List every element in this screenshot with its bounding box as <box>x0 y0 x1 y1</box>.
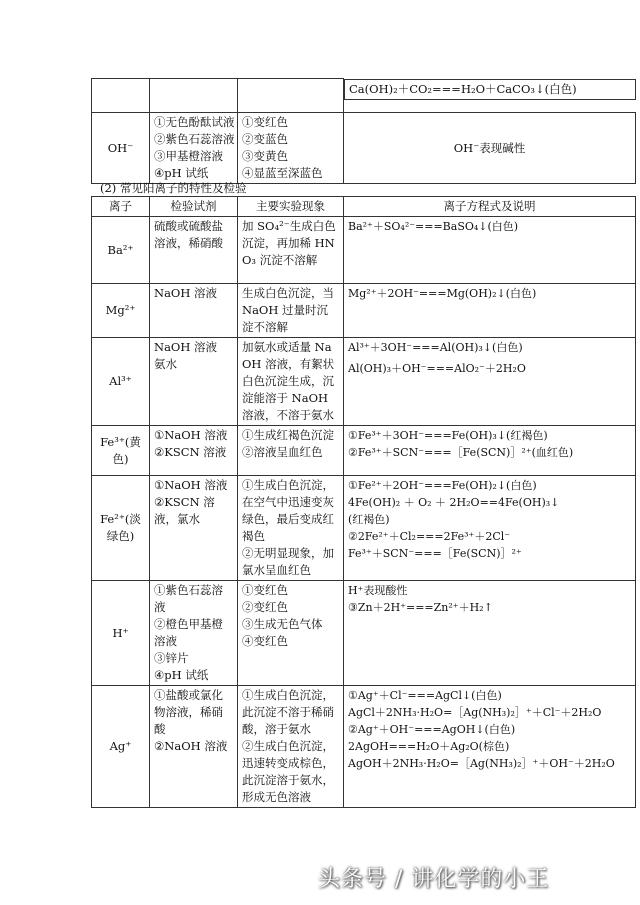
equation-cell: Ba²⁺＋SO₄²⁻===BaSO₄↓(白色) <box>344 217 636 284</box>
equation-cell: ①Fe³⁺＋3OH⁻===Fe(OH)₃↓(红褐色) ②Fe³⁺＋SCN⁻===［Fe(SCN)］²⁺(血红色) <box>344 426 636 476</box>
column-header: 主要实验现象 <box>238 197 344 217</box>
reagent-cell: ①NaOH 溶液 ②KSCN 溶液，氯水 <box>150 476 238 581</box>
table-row <box>92 217 636 284</box>
ion-cell: Ba²⁺ <box>92 217 150 284</box>
ion-cell: Ag⁺ <box>92 686 150 808</box>
equation-cell: ①Ag⁺＋Cl⁻===AgCl↓(白色) AgCl＋2NH₃·H₂O=［Ag(NH₃)₂］⁺＋Cl⁻＋2H₂O ②Ag⁺＋OH⁻===AgOH↓(白色) 2AgOH===H₂O＋Ag₂O(棕色) AgOH＋2NH₃·H₂O=［Ag(NH₃)₂］⁺＋OH⁻＋2H₂O <box>344 686 636 808</box>
ca-oh-equation: Ca(OH)₂＋CO₂===H₂O＋CaCO₃↓(白色) <box>344 79 636 100</box>
column-header: 离子 <box>92 197 150 217</box>
cation-table <box>91 196 636 808</box>
table-row <box>92 476 636 581</box>
oh-ion-table <box>91 78 636 184</box>
equation-cell: ①Fe²⁺＋2OH⁻===Fe(OH)₂↓(白色) 4Fe(OH)₂ ＋ O₂ ＋ 2H₂O==4Fe(OH)₃↓ (红褐色) ②2Fe²⁺＋Cl₂===2Fe³⁺＋2Cl⁻ Fe³⁺＋SCN⁻===［Fe(SCN)］²⁺ <box>344 476 636 581</box>
column-header: 检验试剂 <box>150 197 238 217</box>
phenomenon-cell: ①生成红褐色沉淀 ②溶液呈血红色 <box>238 426 344 476</box>
phenomenon-cell: ①生成白色沉淀，此沉淀不溶于稀硝酸，溶于氨水 ②生成白色沉淀，迅速转变成棕色，此沉淀溶于氨水，形成无色溶液 <box>238 686 344 808</box>
reagent-cell: ①盐酸或氯化物溶液，稀硝酸 ②NaOH 溶液 <box>150 686 238 808</box>
equation-cell: Mg²⁺＋2OH⁻===Mg(OH)₂↓(白色) <box>344 284 636 338</box>
column-header: 离子方程式及说明 <box>344 197 636 217</box>
explanation-cell: OH⁻表现碱性 <box>344 113 636 184</box>
reagent-cell: 硫酸或硫酸盐溶液，稀硝酸 <box>150 217 238 284</box>
table-row <box>92 113 636 184</box>
ion-cell: Fe²⁺(淡绿色) <box>92 476 150 581</box>
table-row <box>92 284 636 338</box>
phenomenon-cell: 加氨水或适量 NaOH 溶液，有絮状白色沉淀生成，沉淀能溶于 NaOH 溶液，不溶于氨水 <box>238 338 344 426</box>
reagent-cell: ①NaOH 溶液 ②KSCN 溶液 <box>150 426 238 476</box>
watermark: 头条号 / 讲化学的小王 <box>318 867 550 892</box>
table-row <box>92 686 636 808</box>
ion-cell: OH⁻ <box>92 113 150 184</box>
section-title: (2) 常见阳离子的特性及检验 <box>100 181 247 195</box>
table-row <box>92 581 636 686</box>
phenomenon-cell: ①变红色 ②变红色 ③生成无色气体 ④变红色 <box>238 581 344 686</box>
reagent-cell: NaOH 溶液 氨水 <box>150 338 238 426</box>
phenomenon-cell: ①变红色 ②变蓝色 ③变黄色 ④显蓝至深蓝色 <box>238 113 344 184</box>
table-header-row <box>92 197 636 217</box>
reagent-cell: NaOH 溶液 <box>150 284 238 338</box>
ion-cell: Fe³⁺(黄色) <box>92 426 150 476</box>
equation-cell: H⁺表现酸性 ③Zn＋2H⁺===Zn²⁺＋H₂↑ <box>344 581 636 686</box>
phenomenon-cell: ①生成白色沉淀，在空气中迅速变灰绿色，最后变成红褐色 ②无明显现象，加氯水呈血红色 <box>238 476 344 581</box>
phenomenon-cell: 加 SO₄²⁻生成白色沉淀，再加稀 HNO₃ 沉淀不溶解 <box>238 217 344 284</box>
equation-cell: Al³⁺＋3OH⁻===Al(OH)₃↓(白色) Al(OH)₃＋OH⁻===AlO₂⁻＋2H₂O <box>344 338 636 426</box>
ion-cell: Mg²⁺ <box>92 284 150 338</box>
phenomenon-cell: 生成白色沉淀，当 NaOH 过量时沉淀不溶解 <box>238 284 344 338</box>
reagent-cell: ①紫色石蕊溶液 ②橙色甲基橙溶液 ③锌片 ④pH 试纸 <box>150 581 238 686</box>
ion-cell: Al³⁺ <box>92 338 150 426</box>
table-row <box>92 79 636 113</box>
reagent-cell: ①无色酚酞试液 ②紫色石蕊溶液 ③甲基橙溶液 ④pH 试纸 <box>150 113 238 184</box>
ion-cell: H⁺ <box>92 581 150 686</box>
table-row <box>92 426 636 476</box>
table-row <box>92 338 636 426</box>
